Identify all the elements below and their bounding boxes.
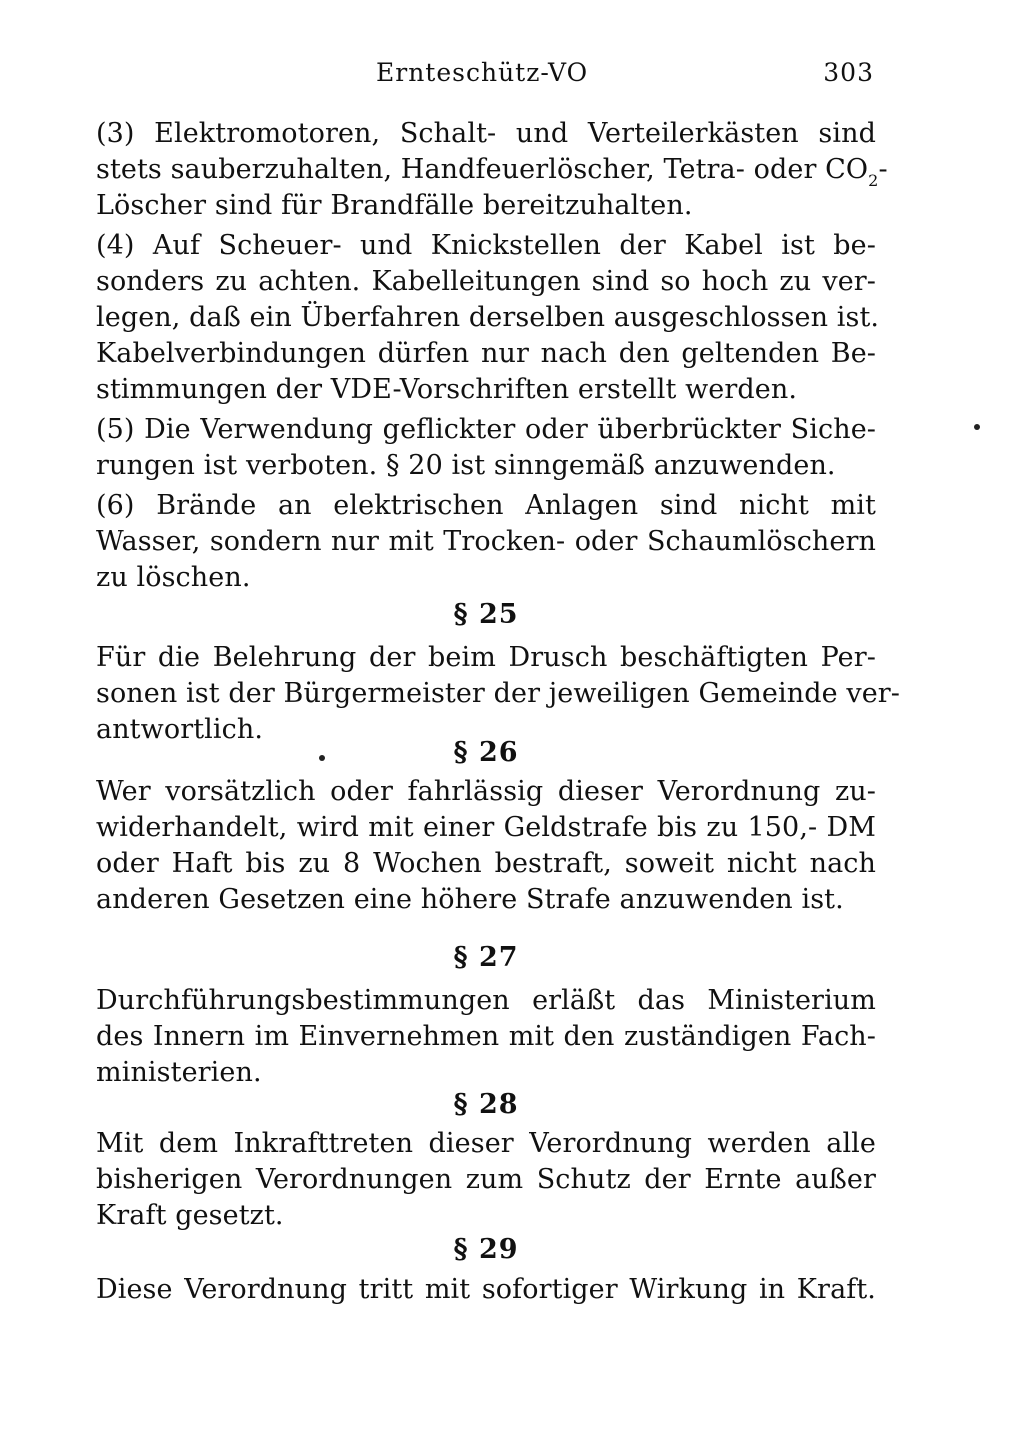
- paragraph-3-line-2-text: stets sauberzuhalten, Handfeuerlöscher, Tetra- oder CO: [96, 154, 869, 185]
- document-page: [96, 0, 901, 1443]
- section-26-line-1: Wer vorsätzlich oder fahrlässig dieser Verordnung zu-: [96, 776, 876, 807]
- section-26-line-4: anderen Gesetzen eine höhere Strafe anzuwenden ist.: [96, 884, 844, 915]
- paragraph-5-line-2: rungen ist verboten. § 20 ist sinngemäß anzuwenden.: [96, 450, 836, 481]
- section-27-line-3: ministerien.: [96, 1057, 262, 1088]
- paragraph-3-line-3: Löscher sind für Brandfälle bereitzuhalten.: [96, 190, 693, 221]
- paragraph-6-line-2: Wasser, sondern nur mit Trocken- oder Schaumlöschern: [96, 526, 876, 557]
- hyphen: -: [878, 154, 888, 185]
- section-26-heading: § 26: [453, 737, 519, 768]
- section-28-line-3: Kraft gesetzt.: [96, 1200, 284, 1231]
- paragraph-4-line-1: (4) Auf Scheuer- und Knickstellen der Kabel ist be-: [96, 230, 876, 261]
- running-title: Ernteschütz-VO: [376, 58, 589, 87]
- section-27-line-1: Durchführungsbestimmungen erläßt das Ministerium: [96, 985, 876, 1016]
- section-27-line-2: des Innern im Einvernehmen mit den zuständigen Fach-: [96, 1021, 876, 1052]
- section-28-heading: § 28: [453, 1089, 519, 1120]
- paragraph-3-line-1: (3) Elektromotoren, Schalt- und Verteilerkästen sind: [96, 118, 876, 149]
- paragraph-6-line-1: (6) Brände an elektrischen Anlagen sind nicht mit: [96, 490, 876, 521]
- paragraph-6-line-3: zu löschen.: [96, 562, 251, 593]
- section-29-line-1: Diese Verordnung tritt mit sofortiger Wirkung in Kraft.: [96, 1274, 876, 1305]
- section-25-line-2: sonen ist der Bürgermeister der jeweiligen Gemeinde ver-: [96, 678, 901, 709]
- section-25-line-3: antwortlich.: [96, 714, 264, 745]
- section-26-line-2: widerhandelt, wird mit einer Geldstrafe bis zu 150,- DM: [96, 812, 876, 843]
- section-28-line-1: Mit dem Inkrafttreten dieser Verordnung werden alle: [96, 1128, 876, 1159]
- paragraph-4-line-5: stimmungen der VDE-Vorschriften erstellt werden.: [96, 374, 798, 405]
- paragraph-4-line-3: legen, daß ein Überfahren derselben ausgeschlossen ist.: [96, 302, 880, 333]
- section-28-line-2: bisherigen Verordnungen zum Schutz der Ernte außer: [96, 1164, 876, 1195]
- paragraph-4-line-4: Kabelverbindungen dürfen nur nach den geltenden Be-: [96, 338, 876, 369]
- section-29-heading: § 29: [453, 1234, 519, 1265]
- section-26-line-3: oder Haft bis zu 8 Wochen bestraft, soweit nicht nach: [96, 848, 876, 879]
- subscript-two: 2: [868, 171, 879, 190]
- paragraph-5-line-1: (5) Die Verwendung geflickter oder überbrückter Siche-: [96, 414, 876, 445]
- section-25-heading: § 25: [453, 599, 519, 630]
- running-header: [96, 50, 876, 90]
- section-27-heading: § 27: [453, 942, 519, 973]
- section-25-line-1: Für die Belehrung der beim Drusch beschäftigten Per-: [96, 642, 876, 673]
- paragraph-3-line-2: [96, 152, 888, 190]
- page-number: 303: [823, 58, 874, 87]
- scan-speck: [319, 755, 325, 761]
- paragraph-4-line-2: sonders zu achten. Kabelleitungen sind so hoch zu ver-: [96, 266, 876, 297]
- scan-speck: [974, 424, 980, 430]
